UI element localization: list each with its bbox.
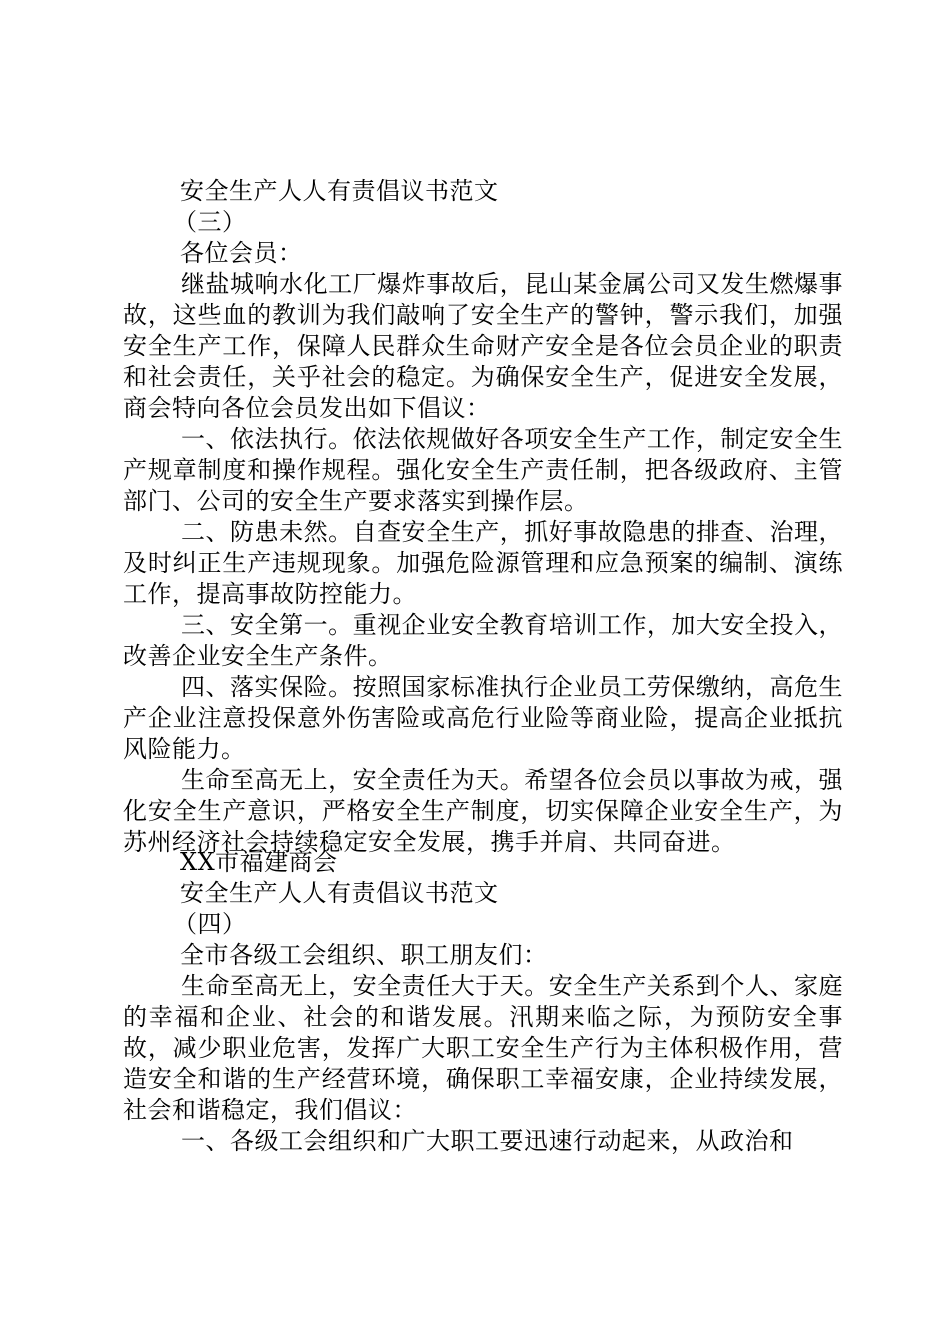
section-4 <box>123 847 843 1157</box>
paragraph: 生命至高无上，安全责任大于天。安全生产关系到个人、家庭的幸福和企业、社会的和谐发展。汛期来临之际，为预防安全事故，减少职业危害，发挥广大职工安全生产行为主体积极作用，营造安全和谐的生产经营环境，确保职工幸福安康，企业持续发展，社会和谐稳定，我们倡议： <box>123 972 843 1124</box>
paragraph: 二、防患未然。自查安全生产，抓好事故隐患的排查、治理，及时纠正生产违规现象。加强危险源管理和应急预案的编制、演练工作，提高事故防控能力。 <box>123 518 843 608</box>
section-number: （四） <box>173 910 247 938</box>
paragraph: 一、依法执行。依法依规做好各项安全生产工作，制定安全生产规章制度和操作规程。强化安全生产责任制，把各级政府、主管部门、公司的安全生产要求落实到操作层。 <box>123 425 843 515</box>
paragraph: 生命至高无上，安全责任为天。希望各位会员以事故为戒，强化安全生产意识，严格安全生产制度，切实保障企业安全生产，为苏州经济社会持续稳定安全发展，携手并肩、共同奋进。 <box>123 766 843 856</box>
salutation: 全市各级工会组织、职工朋友们： <box>180 941 548 969</box>
paragraph: 三、安全第一。重视企业安全教育培训工作，加大安全投入，改善企业安全生产条件。 <box>123 611 843 670</box>
salutation: 各位会员： <box>180 239 303 267</box>
paragraph: 一、各级工会组织和广大职工要迅速行动起来，从政治和 <box>181 1127 794 1155</box>
section-title: 安全生产人人有责倡议书范文 <box>180 177 499 205</box>
section-number: （三） <box>173 208 247 236</box>
section-3 <box>123 176 843 858</box>
paragraph: 继盐城响水化工厂爆炸事故后，昆山某金属公司又发生燃爆事故，这些血的教训为我们敲响了安全生产的警钟，警示我们，加强安全生产工作，保障人民群众生命财产安全是各位会员企业的职责和社会责任，关乎社会的稳定。为确保安全生产，促进安全发展，商会特向各位会员发出如下倡议： <box>123 270 843 422</box>
paragraph: 四、落实保险。按照国家标准执行企业员工劳保缴纳，高危生产企业注意投保意外伤害险或高危行业险等商业险，提高企业抵抗风险能力。 <box>123 673 843 763</box>
section-title: 安全生产人人有责倡议书范文 <box>180 879 499 907</box>
signature: XX市福建商会 <box>180 848 338 876</box>
